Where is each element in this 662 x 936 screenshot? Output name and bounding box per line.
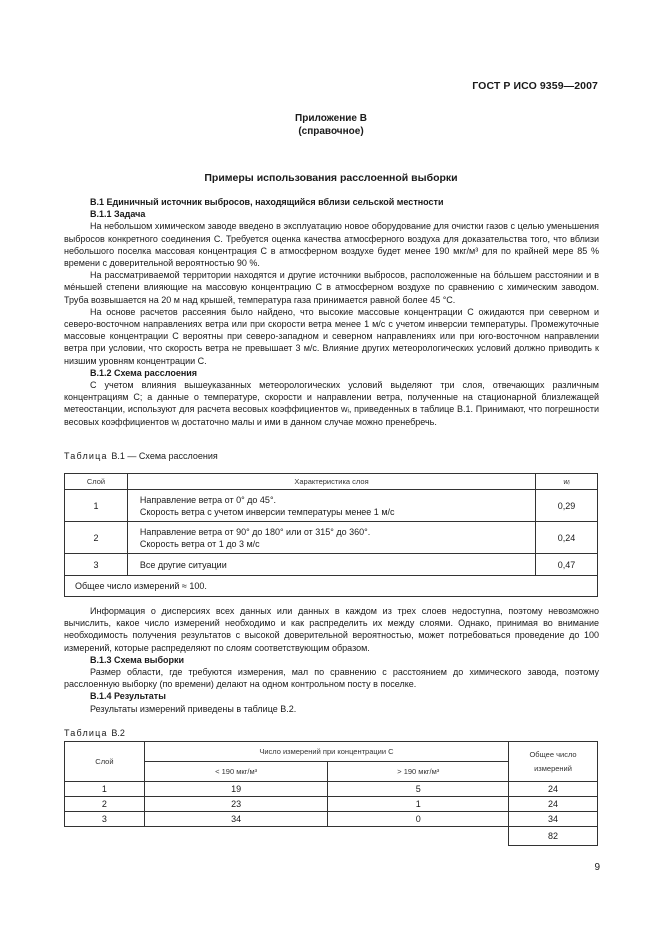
table2-layer: 1 — [65, 782, 145, 797]
table2-layer: 3 — [65, 812, 145, 827]
table2-more: 1 — [328, 797, 509, 812]
heading-b11: В.1.1 Задача — [90, 209, 146, 220]
heading-b13: В.1.3 Схема выборки — [90, 654, 185, 665]
table2-total: 24 — [509, 782, 598, 797]
document-header: ГОСТ Р ИСО 9359—2007 — [472, 80, 598, 92]
table2-header-row — [65, 742, 598, 762]
paragraph-7: Результаты измерений приведены в таблице В.2. — [90, 703, 297, 714]
table-row — [65, 490, 598, 522]
table1-footer-row — [65, 576, 598, 597]
table1-header-layer: Слой — [65, 474, 128, 490]
page-number: 9 — [594, 862, 600, 873]
table1-layer: 3 — [65, 554, 128, 576]
table2-total: 24 — [509, 797, 598, 812]
table2-more: 0 — [328, 812, 509, 827]
table2-caption-prefix: Таблица — [64, 728, 108, 738]
paragraph-4: С учетом влияния вышеуказанных метеорологических условий выделяют три слоя, отвечающих различным концентрациям С; а данные о температуре, скорости и направлении ветра, полученные на стационарной близлежащей метеостанции, используют для расчета весовых коэффициентов wᵢ, приведенных в таблице В.1. Принимают, что погрешности весовых коэффициентов wᵢ достаточно малы и ими в данном случае можно пренебречь. — [64, 380, 599, 427]
table2-grand-total: 82 — [509, 827, 598, 846]
paragraph-5: Информация о дисперсиях всех данных или данных в каждом из трех слоев недоступна, поэтому невозможно вычислить, какое число измерений необходимо и как распределить их между слоями. Однако, принимая во внимание необходимость получения результатов с высокой доверительной вероятностью, может потребоваться проведение до 100 измерений, которые распределяют по слоям соответствующим образом. — [64, 606, 599, 653]
table2-less: 19 — [144, 782, 328, 797]
table2-grand-total-row — [65, 827, 598, 846]
table2-empty-cell — [65, 827, 145, 846]
table-row — [65, 797, 598, 812]
table1-line: Направление ветра от 90° до 180° или от 315° до 360°. — [139, 526, 371, 537]
table-row — [65, 782, 598, 797]
table-results — [64, 741, 598, 846]
table2-caption — [64, 728, 125, 738]
table1-caption-text: В.1 — Схема расслоения — [111, 451, 218, 461]
heading-b1: В.1 Единичный источник выбросов, находящийся вблизи сельской местности — [90, 197, 444, 207]
table-row — [65, 522, 598, 554]
table2-header-layer: Слой — [65, 742, 145, 782]
table2-layer: 2 — [65, 797, 145, 812]
table1-footer: Общее число измерений ≈ 100. — [65, 576, 598, 597]
table2-caption-text: В.2 — [111, 728, 125, 738]
heading-b14: В.1.4 Результаты — [90, 691, 166, 702]
paragraph-2: На рассматриваемой территории находятся и другие источники выбросов, расположенные на бо́льшем расстоянии и в ме́ньшей степени влияющие на массовую концентрацию С в атмосферном воздухе по сравнению с химическим заводом. Труба возвышается на 20 м над крышей, температура газа принимается равной более 45 °С. — [64, 270, 599, 305]
table1-layer: 1 — [65, 490, 128, 522]
section-title: Примеры использования расслоенной выборки — [204, 172, 458, 184]
table2-total: 34 — [509, 812, 598, 827]
table1-weight: 0,29 — [536, 490, 598, 522]
table1-caption-prefix: Таблица — [64, 451, 108, 461]
table2-header-group: Число измерений при концентрации С — [144, 742, 508, 762]
table-row — [65, 554, 598, 576]
table1-characteristic — [127, 522, 535, 554]
table1-characteristic: Все другие ситуации — [127, 554, 535, 576]
table-row — [65, 812, 598, 827]
table1-layer: 2 — [65, 522, 128, 554]
annex-heading — [0, 112, 662, 138]
table1-header-characteristic: Характеристика слоя — [127, 474, 535, 490]
table2-empty-cell — [328, 827, 509, 846]
table1-weight: 0,24 — [536, 522, 598, 554]
table1-header-row — [65, 474, 598, 490]
table2-less: 23 — [144, 797, 328, 812]
annex-title: Приложение В — [295, 113, 367, 124]
table2-header-less: < 190 мкг/м³ — [144, 762, 328, 782]
table2-less: 34 — [144, 812, 328, 827]
paragraph-3: На основе расчетов рассеяния было найдено, что высокие массовые концентрации С ожидаются при северном и северо-восточном направлениях ветра или при скорости ветра менее 1 м/с с учетом инверсии температуры. Промежуточные массовые концентрации С вероятны при северо-западном и северном направлениях или при юго-восточном направлении ветра при условии, что скорость ветра не превышает 3 м/с. Влияние других метеорологических условий должно приводить к низшим уровням концентрации С. — [64, 306, 599, 366]
table1-header-weight: wᵢ — [536, 474, 598, 490]
paragraph-6: Размер области, где требуются измерения, мал по сравнению с расстоянием до химического завода, поэтому расслоенную выборку (по времени) делают на одном контрольном посту в поселке. — [64, 667, 599, 690]
table2-header-more: > 190 мкг/м³ — [328, 762, 509, 782]
table2-more: 5 — [328, 782, 509, 797]
table1-line: Направление ветра от 0° до 45°. — [139, 494, 277, 505]
section-body-2 — [64, 605, 599, 715]
table1-line: Скорость ветра от 1 до 3 м/с — [139, 538, 260, 549]
table1-weight: 0,47 — [536, 554, 598, 576]
section-body-1 — [64, 196, 599, 428]
paragraph-1: На небольшом химическом заводе введено в эксплуатацию новое оборудование для очистки газов с целью уменьшения выбросов конкретного соединения С. Требуется оценка качества атмосферного воздуха для доказательства того, что вблизи небольшого поселка массовая концентрация С в атмосферном воздухе будет менее 190 мкг/м³ для по крайней мере 85 % времени с доверительной вероятностью 90 %. — [64, 221, 599, 269]
annex-subtitle: (справочное) — [298, 126, 364, 137]
table1-line: Скорость ветра с учетом инверсии температуры менее 1 м/с — [139, 506, 395, 517]
table1-caption — [64, 451, 218, 461]
table2-header-total: Общее число измерений — [509, 742, 598, 782]
table-layers — [64, 473, 598, 597]
heading-b12: В.1.2 Схема расслоения — [90, 367, 198, 378]
table1-characteristic — [127, 490, 535, 522]
table2-empty-cell — [144, 827, 328, 846]
